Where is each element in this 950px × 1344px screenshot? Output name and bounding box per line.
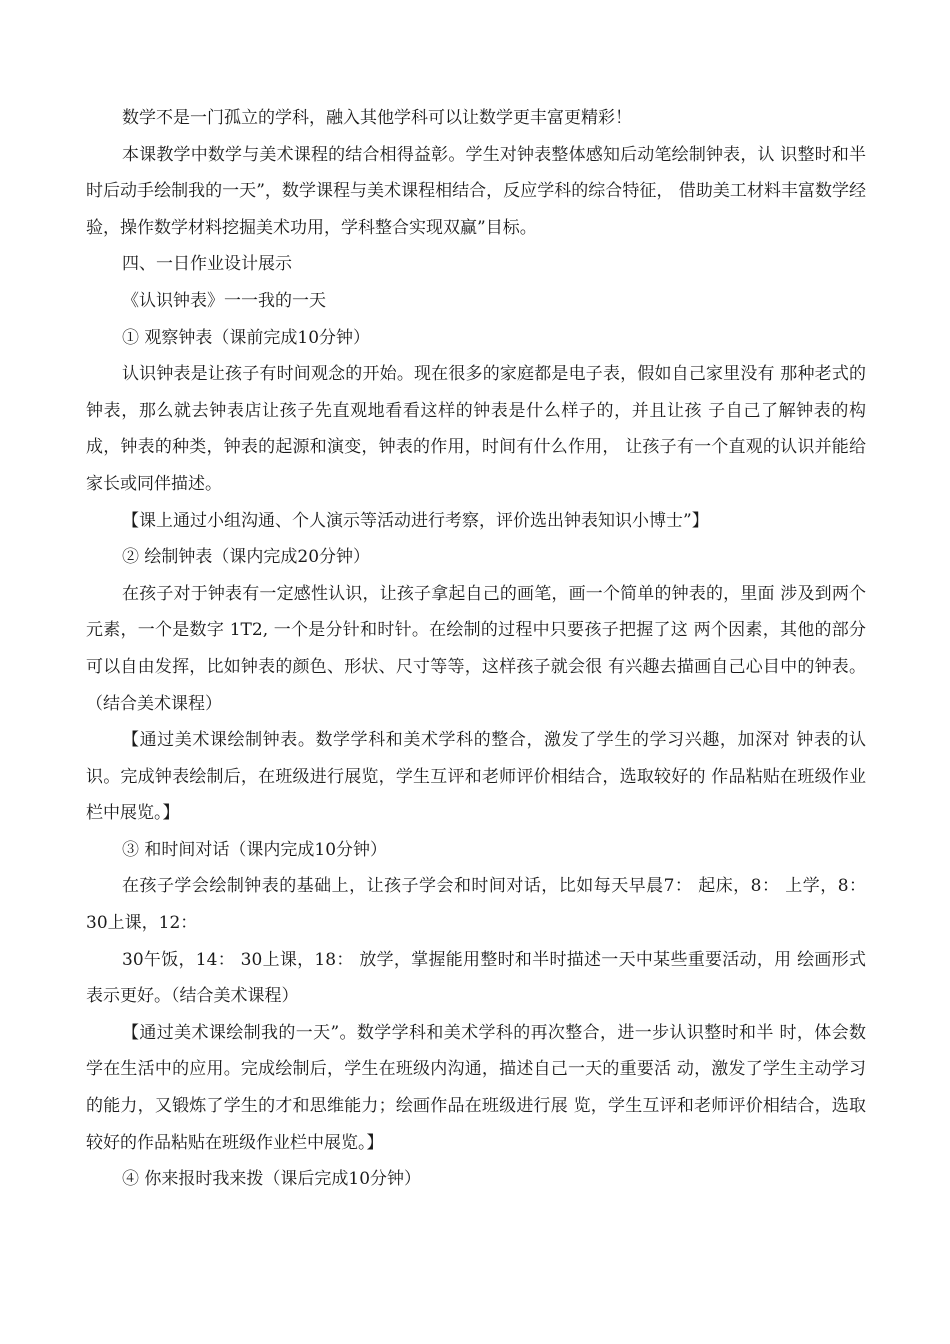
step-1-note: 【课上通过小组沟通、个人演示等活动进行考察，评价选出钟表知识小博士”】 bbox=[122, 510, 709, 531]
step-3-heading: ③ 和时间对话（课内完成10分钟） bbox=[122, 839, 388, 860]
step-3-body-b: 30午饭，14： 30上课，18： 放学，掌握能用整时和半时描述一天中某些重要活动，用 绘画形式表示更好。（结合美术课程） bbox=[86, 949, 866, 1007]
paragraph-art-integration: 本课教学中数学与美术课程的结合相得益彰。学生对钟表整体感知后动笔绘制钟表，认 识整时和半时后动手绘制我的一天”，数学课程与美术课程相结合，反应学科的综合特征， 借助美工材料丰富数学经验，操作数学材料挖掘美术功用，学科整合实现双赢”目标。 bbox=[86, 144, 866, 238]
step-2-heading: ② 绘制钟表（课内完成20分钟） bbox=[122, 547, 371, 568]
paragraph-intro: 数学不是一门孤立的学科，融入其他学科可以让数学更丰富更精彩！ bbox=[122, 108, 632, 128]
lesson-title: 《认识钟表》一一我的一天 bbox=[122, 290, 326, 311]
step-4-heading: ④ 你来报时我来拨（课后完成10分钟） bbox=[122, 1169, 422, 1190]
step-1-body: 认识钟表是让孩子有时间观念的开始。现在很多的家庭都是电子表，假如自己家里没有 那种老式的钟表，那么就去钟表店让孩子先直观地看看这样的钟表是什么样子的，并且让孩 子自己了解钟表的构成，钟表的种类，钟表的起源和演变，钟表的作用，时间有什么作用， 让孩子有一个直观的认识并能给家长或同伴描述。 bbox=[86, 364, 866, 494]
step-1-heading: ① 观察钟表（课前完成10分钟） bbox=[122, 327, 371, 348]
step-2-body: 在孩子对于钟表有一定感性认识，让孩子拿起自己的画笔，画一个简单的钟表的，里面 涉及到两个元素，一个是数字 1T2, 一个是分针和时针。在绘制的过程中只要孩子把握了这 两个因素，其他的部分可以自由发挥，比如钟表的颜色、形状、尺寸等等，这样孩子就会很 有兴趣去描画自己心目中的钟表。（结合美术课程） bbox=[86, 583, 866, 714]
step-3-body-a: 在孩子学会绘制钟表的基础上，让孩子学会和时间对话，比如每天早晨7： 起床，8： 上学，8： 30上课，12： bbox=[86, 876, 866, 934]
document-page bbox=[86, 100, 866, 1198]
section-heading: 四、一日作业设计展示 bbox=[122, 254, 292, 275]
step-2-note: 【通过美术课绘制钟表。数学学科和美术学科的整合，激发了学生的学习兴趣，加深对 钟表的认识。完成钟表绘制后，在班级进行展览，学生互评和老师评价相结合，选取较好的 作品粘贴在班级作业栏中展览。】 bbox=[86, 730, 866, 824]
step-3-note: 【通过美术课绘制我的一天”。数学学科和美术学科的再次整合，进一步认识整时和半 时，体会数学在生活中的应用。完成绘制后，学生在班级内沟通，描述自己一天的重要活 动，激发了学生主动学习的能力，又锻炼了学生的才和思维能力；绘画作品在班级进行展 览，学生互评和老师评价相结合，选取较好的作品粘贴在班级作业栏中展览。】 bbox=[86, 1022, 866, 1153]
